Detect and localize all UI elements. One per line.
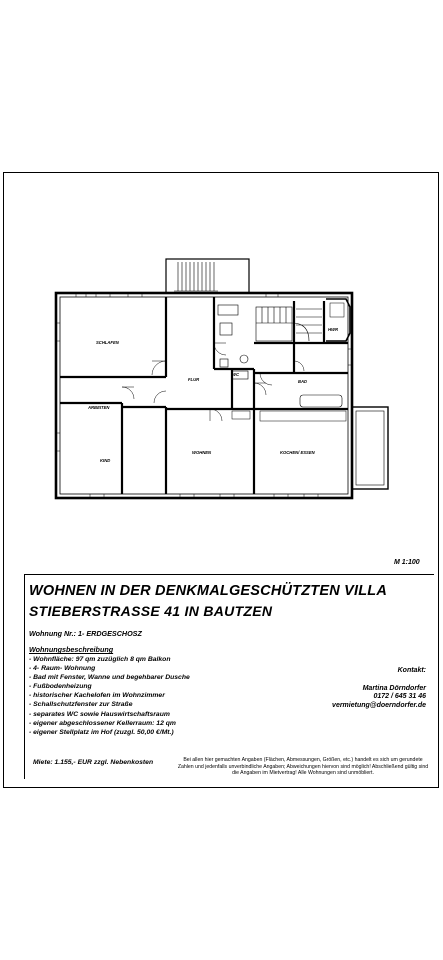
room-label-schlafen: SCHLAFEN [96,340,119,345]
apartment-number: Wohnung Nr.: 1- ERDGESCHOSZ [29,629,142,638]
contact-name: Martina Dörndorfer [362,684,426,692]
feature-item: - Schallschutzfenster zur Straße [29,701,133,709]
room-label-wc: WC [232,372,239,377]
disclaimer-text: Bei allen hier gemachten Angaben (Flächen, Abmessungen, Größen, etc.) handelt es sich um gerundete Zahlen und jedenfalls unverbindliche Angaben; Abweichungen hiervon sind möglich! Abschließend gültig sind die Angaben im Mietvertrag! Alle Wohnungen sind unmöbliert. [177,757,429,777]
room-label-hwr: HWR [328,327,339,332]
room-label-arbeiten: ARBEITEN [88,405,110,410]
floor-plan [4,173,438,513]
scale-label: M 1:100 [394,559,420,566]
feature-item: - 4- Raum- Wohnung [29,665,96,673]
contact-block [332,667,426,710]
room-label-wohnen: WOHNEN [192,450,212,455]
listing-info-box [24,574,434,779]
feature-item: - Bad mit Fenster, Wanne und begehbarer Dusche [29,674,190,682]
rent-info: Miete: 1.155,- EUR zzgl. Nebenkosten [33,759,154,766]
feature-list [29,655,190,737]
feature-item: - Fußbodenheizung [29,683,92,691]
listing-title: WOHNEN IN DER DENKMALGESCHÜTZTEN VILLA [29,583,388,599]
description-heading: Wohnungsbeschreibung [29,645,114,654]
feature-item: - eigener Stellplatz im Hof (zuzgl. 50,00 €/Mt.) [29,728,174,736]
contact-heading: Kontakt: [397,667,426,674]
contact-email: vermietung@doerndorfer.de [332,701,426,709]
room-label-kochen-essen: KOCHEN/ ESSEN [280,450,315,455]
feature-item: - Wohnfläche: 97 qm zuzüglich 8 qm Balkon [29,656,171,663]
room-label-flur: FLUR [188,377,200,382]
feature-item: - separates WC sowie Hauswirtschaftsraum [29,710,170,718]
expose-sheet [3,172,439,788]
contact-phone: 0172 / 645 31 46 [373,693,426,701]
feature-item: - eigener abgeschlossener Kellerraum: 12 qm [29,719,176,727]
room-label-kind: KIND [100,458,111,463]
listing-address: STIEBERSTRASSE 41 IN BAUTZEN [29,603,273,619]
room-label-bad: BAD [298,379,308,384]
feature-item: - historischer Kachelofen im Wohnzimmer [29,692,165,700]
